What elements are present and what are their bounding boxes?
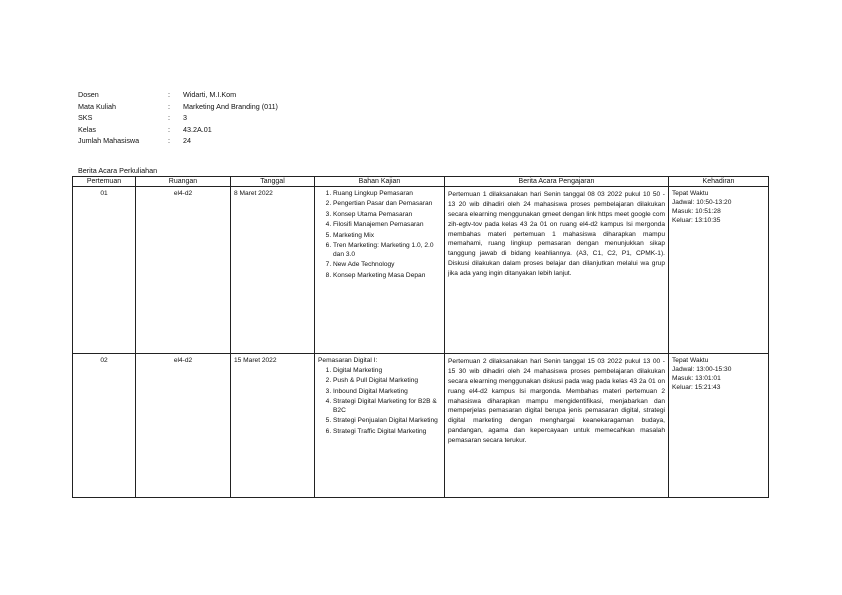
header-kehadiran: Kehadiran — [669, 177, 769, 187]
cell-pertemuan: 02 — [73, 354, 136, 498]
attendance-status: Tepat Waktu — [672, 357, 709, 364]
cell-berita-acara: Pertemuan 2 dilaksanakan hari Senin tanggal 15 03 2022 pukul 13 00 - 15 30 wib dihadiri oleh 24 mahasiswa proses pembelajaran dilakukan secara elearning menggunakan diskusi pada wag pada kelas 43 2a 01 on ruang el4-d2 kampus Isi margonda. Membahas materi pertemuan 2 mahasiswa diharapkan mampu mengidentifikasi, menjabarkan dan memperjelas pemasaran digital berupa jenis pemasaran digital, strategi digital marketing dengan menghargai keanekaragaman budaya, pandangan, agama dan kepercayaan untuk memecahkan masalah pemasaran secara terukur. — [445, 354, 669, 498]
topic-item: 1. Ruang Lingkup Pemasaran — [333, 190, 441, 199]
info-colon: : — [168, 101, 170, 111]
cell-tanggal: 15 Maret 2022 — [231, 354, 315, 498]
cell-berita-acara: Pertemuan 1 dilaksanakan hari Senin tanggal 08 03 2022 pukul 10 50 - 13 20 wib dihadiri oleh 24 mahasiswa proses pembelajaran dilakukan secara elearning menggunakan gmeet dengan link https meet google com zih-egtv-tov pada kelas 43 2a 01 on ruang el4-d2 kampus Isi mergonda membahas materi pertemuan 1 mahasiswa diharapkan mampu memahami, ruang lingkup pemasaran dengan menunjukkan sikap tanggung jawab di bidang keahliannya. (A3, C1, C2, P1, CPMK-1). Diskusi dilakukan dalam proses belajar dan dilanjutkan melalui wa grup jika ada yang ingin ditanyakan lebih lanjut. — [445, 187, 669, 354]
info-colon: : — [168, 136, 170, 145]
topic-item: 6. Strategi Traffic Digital Marketing — [333, 428, 441, 437]
info-value: Widarti, M.I.Kom — [183, 90, 237, 99]
cell-bahan-kajian — [315, 354, 445, 498]
attendance-out: Keluar: 15:21:43 — [672, 383, 721, 391]
section-title: Berita Acara Perkuliahan — [78, 166, 158, 175]
topic-item: 4. Filosifi Manajemen Pemasaran — [333, 221, 441, 230]
table-row — [73, 354, 769, 498]
topic-item: 7. New Ade Technology — [333, 261, 441, 270]
info-row-mata-kuliah — [78, 102, 278, 114]
attendance-out: Keluar: 13:10:35 — [672, 216, 721, 224]
attendance-status: Tepat Waktu — [672, 190, 709, 197]
header-berita-acara: Berita Acara Pengajaran — [445, 177, 669, 187]
table-row — [73, 187, 769, 354]
info-value: 24 — [183, 136, 191, 145]
info-colon: : — [168, 113, 170, 122]
attendance-in: Masuk: 10:51:28 — [672, 207, 721, 215]
header-tanggal: Tanggal — [231, 177, 315, 187]
info-label: Kelas — [78, 124, 96, 134]
info-colon: : — [168, 90, 170, 99]
info-row-sks — [78, 113, 278, 125]
topic-item: 3. Inbound Digital Marketing — [333, 388, 441, 397]
cell-ruangan: el4-d2 — [136, 354, 231, 498]
topic-intro: Pemasaran Digital I: — [318, 357, 378, 364]
cell-tanggal: 8 Maret 2022 — [231, 187, 315, 354]
topic-item: 2. Push & Pull Digital Marketing — [333, 377, 441, 386]
info-label: Dosen — [78, 90, 99, 99]
info-value: 43.2A.01 — [183, 124, 212, 134]
info-row-dosen — [78, 90, 278, 102]
topic-item: 8. Konsep Marketing Masa Depan — [333, 272, 441, 281]
lecture-report-table — [72, 176, 769, 498]
topic-item: 3. Konsep Utama Pemasaran — [333, 211, 441, 220]
info-label: SKS — [78, 113, 93, 122]
info-row-kelas — [78, 125, 278, 137]
cell-bahan-kajian — [315, 187, 445, 354]
info-row-jumlah-mahasiswa — [78, 136, 278, 148]
topic-item: 1. Digital Marketing — [333, 367, 441, 376]
topic-item: 6. Tren Marketing: Marketing 1.0, 2.0 dan 3.0 — [333, 242, 441, 260]
info-value: 3 — [183, 113, 187, 122]
table-header-row — [73, 177, 769, 187]
cell-kehadiran — [669, 354, 769, 498]
info-label: Jumlah Mahasiswa — [78, 136, 140, 145]
info-colon: : — [168, 124, 170, 134]
info-label: Mata Kuliah — [78, 101, 116, 111]
course-info — [78, 90, 278, 148]
topic-item: 2. Pengertian Pasar dan Pemasaran — [333, 200, 441, 209]
cell-ruangan: el4-d2 — [136, 187, 231, 354]
header-bahan-kajian: Bahan Kajian — [315, 177, 445, 187]
attendance-schedule: Jadwal: 13:00-15:30 — [672, 365, 732, 373]
attendance-schedule: Jadwal: 10:50-13:20 — [672, 198, 732, 206]
header-ruangan: Ruangan — [136, 177, 231, 187]
topic-item: 4. Strategi Digital Marketing for B2B & B2C — [333, 398, 441, 416]
attendance-in: Masuk: 13:01:01 — [672, 374, 721, 382]
cell-kehadiran — [669, 187, 769, 354]
topic-item: 5. Marketing Mix — [333, 232, 441, 241]
topic-list — [318, 190, 441, 281]
info-value: Marketing And Branding (011) — [183, 101, 278, 111]
topic-list — [318, 367, 441, 437]
header-pertemuan: Pertemuan — [73, 177, 136, 187]
cell-pertemuan: 01 — [73, 187, 136, 354]
topic-item: 5. Strategi Penjualan Digital Marketing — [333, 417, 441, 426]
